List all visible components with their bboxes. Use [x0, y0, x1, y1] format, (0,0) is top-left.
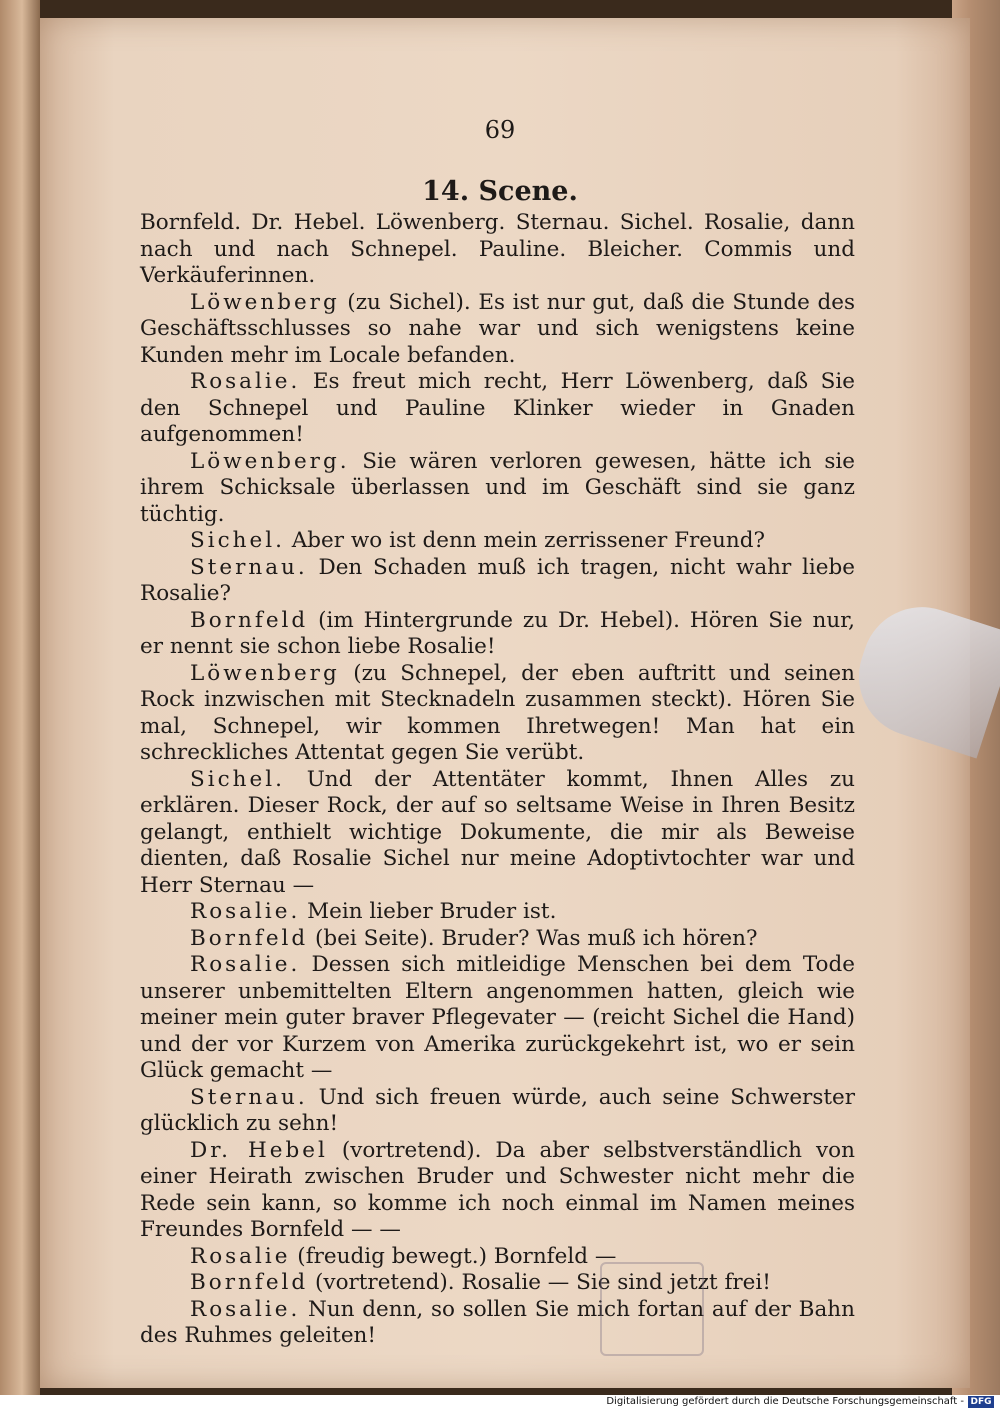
dialogue-line	[140, 1244, 855, 1271]
line-text: Nun denn, so sollen Sie mich fortan auf der Bahn des Ruhmes geleiten!	[140, 1296, 855, 1348]
footer-credit: Digitalisierung gefördert durch die Deutsche Forschungsgemeinschaft -	[606, 1396, 964, 1407]
speaker: Bornfeld	[190, 925, 309, 951]
dialogue-line	[140, 1297, 855, 1350]
dialogue-line	[140, 369, 855, 449]
dfg-logo-icon: DFG	[968, 1396, 994, 1408]
speaker: Rosalie.	[190, 899, 301, 924]
scene-heading: 14. Scene.	[422, 176, 578, 207]
line-text: Sie wären verloren gewesen, hätte ich sie ihrem Schicksale überlassen und im Geschäft sind sie ganz tüchtig.	[140, 448, 855, 527]
line-text: (vortretend). Rosalie — Sie sind jetzt frei!	[308, 1270, 771, 1295]
dialogue-line	[140, 767, 855, 900]
dialogue-line	[140, 926, 855, 953]
line-text: Dessen sich mitleidige Menschen bei dem Tode unserer unbemittelten Eltern angenommen hatten, gleich wie meiner mein guter braver Pflegevater — (reicht Sichel die Hand) und der vor Kurzem von Amerika zurückgekehrt ist, wo er sein Glück gemacht —	[140, 952, 855, 1083]
speaker: Löwenberg	[190, 660, 340, 686]
cast-text: Bornfeld. Dr. Hebel. Löwenberg. Sternau. Sichel. Rosalie, dann nach und nach Schnepel. Pauline. Bleicher. Commis und Verkäuferinnen.	[140, 210, 855, 288]
library-stamp	[600, 1262, 704, 1356]
speaker: Rosalie	[190, 1243, 291, 1269]
speaker: Bornfeld	[190, 1270, 309, 1295]
dialogue-line	[140, 528, 855, 555]
speaker: Sternau.	[190, 1084, 308, 1110]
dialogue-line	[140, 661, 855, 767]
speaker: Rosalie.	[190, 1296, 301, 1322]
dialogue-line	[140, 290, 855, 370]
speaker: Sichel.	[190, 766, 285, 792]
speaker: Rosalie.	[190, 369, 301, 394]
text-block	[140, 210, 855, 1350]
cast-list	[140, 210, 855, 290]
speaker: Löwenberg	[190, 289, 340, 315]
line-text: (im Hintergrunde zu Dr. Hebel). Hören Sie nur, er nennt sie schon liebe Rosalie!	[140, 607, 855, 659]
dialogue-line	[140, 1085, 855, 1138]
speaker: Dr. Hebel	[190, 1137, 328, 1163]
line-text: Mein lieber Bruder ist.	[300, 899, 557, 924]
speaker: Bornfeld	[190, 607, 309, 633]
dialogue-line	[140, 1270, 855, 1297]
dialogue-line	[140, 555, 855, 608]
dialogue-line	[140, 608, 855, 661]
line-text: (zu Schnepel, der eben auftritt und seinen Rock inzwischen mit Stecknadeln zusammen steckt). Hören Sie mal, Schnepel, wir kommen Ihretwegen! Man hat ein schreckliches Attentat gegen Sie verübt.	[140, 660, 855, 765]
line-text: (bei Seite). Bruder? Was muß ich hören?	[308, 925, 758, 951]
line-text: (freudig bewegt.) Bornfeld —	[290, 1243, 617, 1269]
speaker: Sichel.	[190, 528, 285, 553]
page-number: 69	[484, 116, 516, 144]
line-text: Aber wo ist denn mein zerrissener Freund?	[284, 528, 766, 553]
dialogue-line	[140, 1138, 855, 1244]
dialogue-line	[140, 899, 855, 926]
line-text: Und sich freuen würde, auch seine Schwerster glücklich zu sehn!	[140, 1084, 855, 1136]
line-text: (vortretend). Da aber selbstverständlich von einer Heirath zwischen Bruder und Schwester nicht mehr die Rede sein kann, so komme ich noch einmal im Namen meines Freundes Bornfeld — —	[140, 1137, 855, 1242]
speaker: Löwenberg.	[190, 448, 350, 474]
line-text: Und der Attentäter kommt, Ihnen Alles zu erklären. Dieser Rock, der auf so seltsame Weise in Ihren Besitz gelangt, enthielt wichtige Dokumente, die mir als Beweise dienten, daß Rosalie Sichel nur meine Adoptivtochter war und Herr Sternau —	[140, 766, 855, 898]
speaker: Sternau.	[190, 554, 308, 580]
dialogue-line	[140, 952, 855, 1085]
speaker: Rosalie.	[190, 952, 301, 977]
line-text: Es freut mich recht, Herr Löwenberg, daß Sie den Schnepel und Pauline Klinker wieder in Gnaden aufgenommen!	[140, 369, 855, 447]
dialogue-line	[140, 449, 855, 529]
line-text: (zu Sichel). Es ist nur gut, daß die Stunde des Geschäftsschlusses so nahe war und sich wenigstens keine Kunden mehr im Locale befanden.	[140, 289, 855, 368]
left-page-edge	[0, 0, 40, 1395]
line-text: Den Schaden muß ich tragen, nicht wahr liebe Rosalie?	[140, 554, 855, 606]
